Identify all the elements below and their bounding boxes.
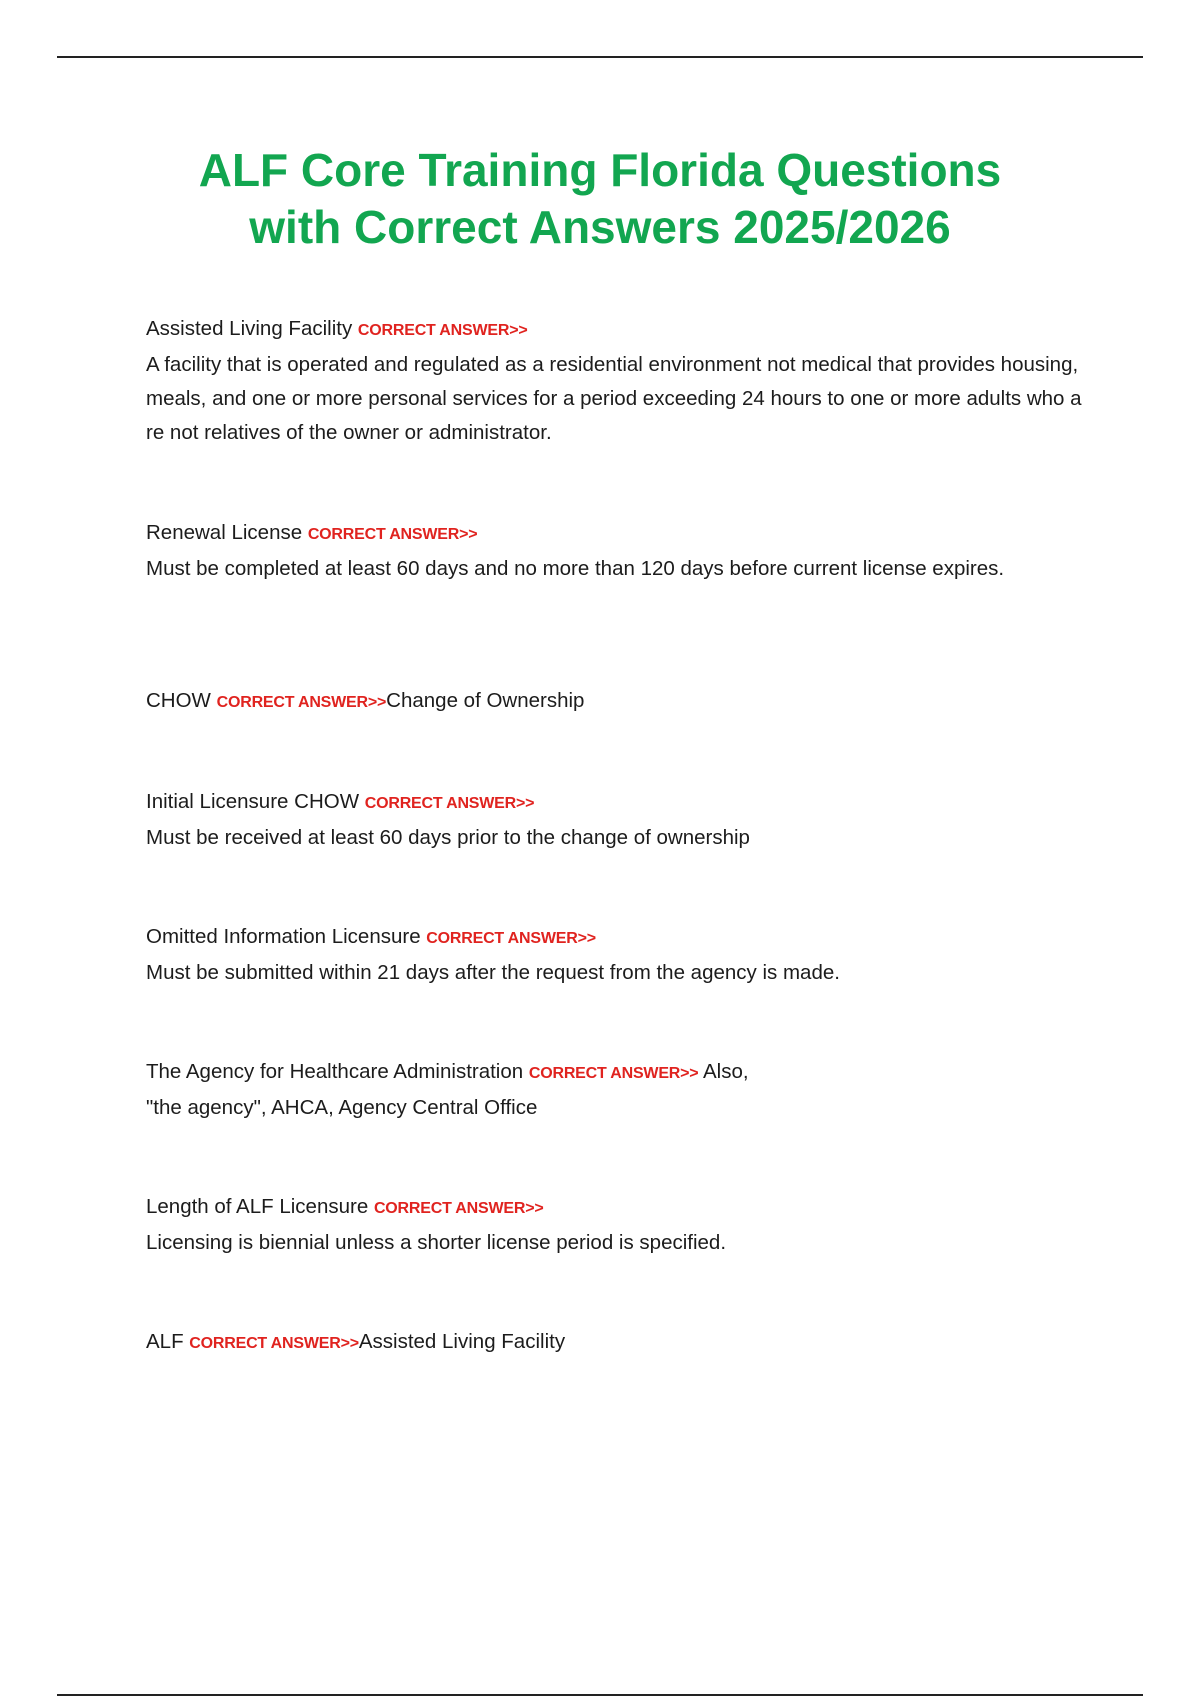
qa-item-omitted-information-licensure [146, 920, 1086, 1055]
qa-item-renewal-license [146, 516, 1086, 684]
qa-item-length-of-alf-licensure [146, 1190, 1086, 1325]
correct-answer-marker: CORRECT ANSWER>> [189, 1335, 359, 1352]
qa-term: Renewal License [146, 521, 308, 544]
qa-item-initial-licensure-chow [146, 785, 1086, 920]
qa-term: The Agency for Healthcare Administration [146, 1060, 529, 1083]
correct-answer-marker: CORRECT ANSWER>> [528, 1065, 699, 1082]
correct-answer-marker: CORRECT ANSWER>> [307, 526, 478, 543]
title-line-2: with Correct Answers 2025/2026 [249, 201, 951, 253]
correct-answer-marker: CORRECT ANSWER>> [373, 1200, 544, 1217]
correct-answer-marker: CORRECT ANSWER>> [216, 694, 387, 711]
qa-term: CHOW [146, 689, 217, 712]
qa-answer-inline: Also, [698, 1060, 749, 1083]
document-title [100, 142, 1100, 256]
qa-term: Initial Licensure CHOW [146, 790, 365, 813]
qa-answer: Change of Ownership [386, 689, 585, 712]
qa-item-alf [146, 1325, 1086, 1365]
top-rule [57, 56, 1143, 58]
qa-answer: Must be submitted within 21 days after the request from the agency is made. [146, 961, 840, 984]
qa-item-assisted-living-facility [146, 312, 1086, 516]
correct-answer-marker: CORRECT ANSWER>> [426, 930, 596, 947]
bottom-rule [57, 1694, 1143, 1696]
qa-term: Assisted Living Facility [146, 317, 358, 340]
qa-answer: Must be completed at least 60 days and no more than 120 days before current license expires. [146, 557, 1005, 580]
correct-answer-marker: CORRECT ANSWER>> [357, 322, 528, 339]
title-line-1: ALF Core Training Florida Questions [198, 144, 1002, 196]
correct-answer-marker: CORRECT ANSWER>> [364, 795, 535, 812]
qa-item-chow [146, 684, 1086, 785]
qa-answer: "the agency", AHCA, Agency Central Office [146, 1096, 538, 1119]
qa-term: Omitted Information Licensure [146, 925, 427, 948]
qa-term: Length of ALF Licensure [146, 1195, 374, 1218]
qa-answer: Assisted Living Facility [358, 1330, 566, 1353]
qa-answer: Licensing is biennial unless a shorter license period is specified. [146, 1231, 727, 1254]
qa-list [146, 312, 1086, 1365]
qa-answer: Must be received at least 60 days prior to the change of ownership [146, 826, 750, 849]
qa-term: ALF [146, 1330, 190, 1353]
qa-answer: A facility that is operated and regulated as a residential environment not medical that provides housing, meals, and one or more personal services for a period exceeding 24 hours to one or more adults who are not relatives of the owner or administrator. [146, 353, 1082, 444]
qa-item-agency-for-healthcare-administration [146, 1055, 1086, 1190]
